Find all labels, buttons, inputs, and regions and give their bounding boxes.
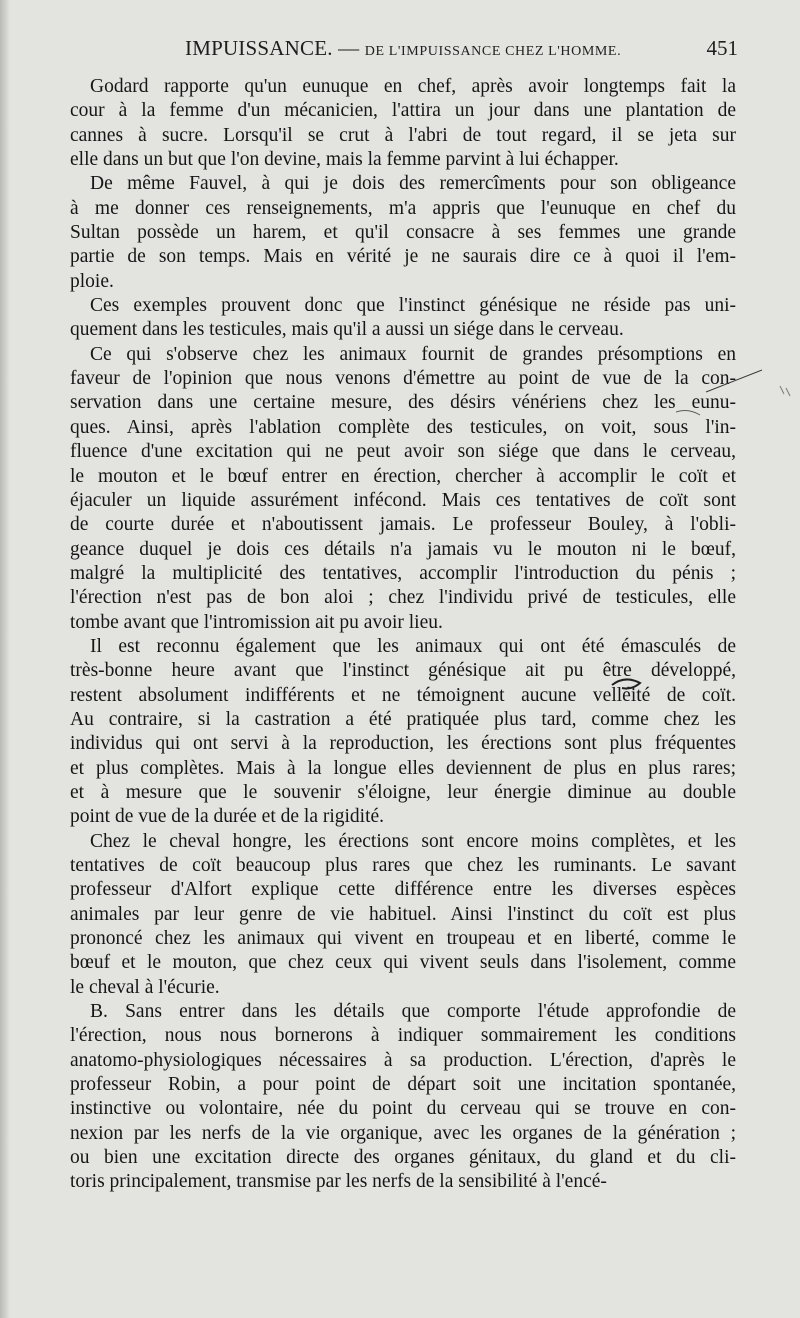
text-line: instinctive ou volontaire, née du point du cerveau qui se trouve en con-: [70, 1098, 736, 1120]
text-line: tombe avant que l'intromission ait pu avoir lieu.: [70, 611, 443, 633]
text-line: servation dans une certaine mesure, des désirs vénériens chez les eunu-: [70, 392, 736, 414]
text-line: anatomo-physiologiques nécessaires à sa production. L'érection, d'après le: [70, 1049, 736, 1071]
body-text: [70, 75, 736, 1195]
text-line: Godard rapporte qu'un eunuque en chef, après avoir longtemps fait la: [90, 76, 736, 97]
text-line: ploie.: [70, 270, 114, 292]
text-line: restent absolument indifférents et ne témoignent aucune velléité de coït.: [70, 684, 736, 706]
text-line: quement dans les testicules, mais qu'il a aussi un siége dans le cerveau.: [70, 319, 624, 341]
text-line: cour à la femme d'un mécanicien, l'attira un jour dans une plantation de: [70, 100, 736, 122]
page-header: [70, 36, 738, 64]
text-line: Il est reconnu également que les animaux qui ont été émasculés de: [90, 635, 736, 657]
paragraph: [70, 635, 736, 830]
pencil-tick-margin: [780, 386, 790, 396]
text-line: éjaculer un liquide assurément infécond. Mais ces tentatives de coït sont: [70, 489, 736, 511]
text-line: Ces exemples prouvent donc que l'instinct génésique ne réside pas uni-: [90, 295, 736, 317]
text-line: Sultan possède un harem, et qu'il consacre à ses femmes une grande: [70, 222, 736, 244]
running-title-separator: —: [338, 36, 360, 60]
text-line: Au contraire, si la castration a été pratiquée plus tard, comme chez les: [70, 708, 736, 730]
text-line: geance duquel je dois ces détails n'a jamais vu le mouton ni le bœuf,: [70, 538, 736, 560]
paragraph: [70, 294, 736, 343]
text-line: prononcé chez les animaux qui vivent en troupeau et en liberté, comme le: [70, 928, 736, 950]
paragraph: [70, 172, 736, 294]
text-line: B. Sans entrer dans les détails que comporte l'étude approfondie de: [90, 1001, 736, 1023]
paragraph: [70, 1000, 736, 1195]
page-edge-shadow: [0, 0, 10, 1318]
text-line: Chez le cheval hongre, les érections sont encore moins complètes, et les: [90, 830, 736, 852]
text-line: professeur Robin, a pour point de départ soit une incitation spontanée,: [70, 1074, 736, 1096]
text-line: l'érection n'est pas de bon aloi ; chez l'individu privé de testicules, elle: [70, 587, 736, 609]
text-line: bœuf et le mouton, que chez ceux qui vivent seuls dans l'isolement, comme: [70, 952, 736, 974]
text-line: l'érection, nous nous bornerons à indiquer sommairement les conditions: [70, 1025, 736, 1047]
text-line: tentatives de coït beaucoup plus rares que chez les ruminants. Le savant: [70, 855, 736, 876]
text-line: Ce qui s'observe chez les animaux fournit de grandes présomptions en: [90, 343, 736, 365]
text-line: point de vue de la durée et de la rigidité.: [70, 806, 385, 828]
text-line: ou bien une excitation directe des organes génitaux, du gland et du cli-: [70, 1147, 736, 1169]
text-line: faveur de l'opinion que nous venons d'émettre au point de vue de la con-: [70, 368, 736, 390]
text-line: De même Fauvel, à qui je dois des remercîments pour son obligeance: [90, 173, 736, 195]
text-line: très-bonne heure avant que l'instinct génésique ait pu être développé,: [70, 660, 736, 682]
text-line: et à mesure que le souvenir s'éloigne, leur énergie diminue au double: [70, 781, 736, 803]
text-line: fluence d'une excitation qui ne peut avoir son siége que dans le cerveau,: [70, 441, 736, 463]
text-line: le mouton et le bœuf entrer en érection, chercher à accomplir le coït et: [70, 465, 736, 487]
text-line: professeur d'Alfort explique cette différence entre les diverses espèces: [70, 879, 736, 901]
text-line: individus qui ont servi à la reproduction, les érections sont plus fréquentes: [70, 733, 736, 755]
page-number: 451: [706, 36, 738, 60]
text-line: de courte durée et n'aboutissent jamais. Le professeur Bouley, à l'obli-: [70, 514, 736, 536]
text-line: cannes à sucre. Lorsqu'il se crut à l'abri de tout regard, il se jeta sur: [70, 124, 736, 146]
running-title-main: IMPUISSANCE.: [185, 36, 333, 60]
text-line: et plus complètes. Mais à la longue elles deviennent de plus en plus rares;: [70, 757, 736, 779]
text-line: malgré la multiplicité des tentatives, accomplir l'introduction du pénis ;: [70, 562, 736, 584]
running-title-subtitle: DE L'IMPUISSANCE CHEZ L'HOMME.: [364, 44, 622, 59]
text-line: à me donner ces renseignements, m'a appris que l'eunuque en chef du: [70, 197, 736, 219]
text-line: elle dans un but que l'on devine, mais la femme parvint à lui échapper.: [70, 149, 619, 171]
text-line: animales par leur genre de vie habituel. Ainsi l'instinct du coït est plus: [70, 903, 736, 925]
text-line: ques. Ainsi, après l'ablation complète des testicules, on voit, sous l'in-: [70, 416, 736, 438]
text-line: toris principalement, transmise par les nerfs de la sensibilité à l'encé-: [70, 1171, 607, 1193]
running-title: [185, 36, 621, 61]
text-line: le cheval à l'écurie.: [70, 976, 220, 998]
paragraph: [70, 343, 736, 635]
text-line: partie de son temps. Mais en vérité je ne saurais dire ce à quoi il l'em-: [70, 246, 736, 268]
paragraph: [70, 830, 736, 1000]
text-line: nexion par les nerfs de la vie organique, avec les organes de la génération ;: [70, 1122, 736, 1144]
paragraph: [70, 75, 736, 172]
